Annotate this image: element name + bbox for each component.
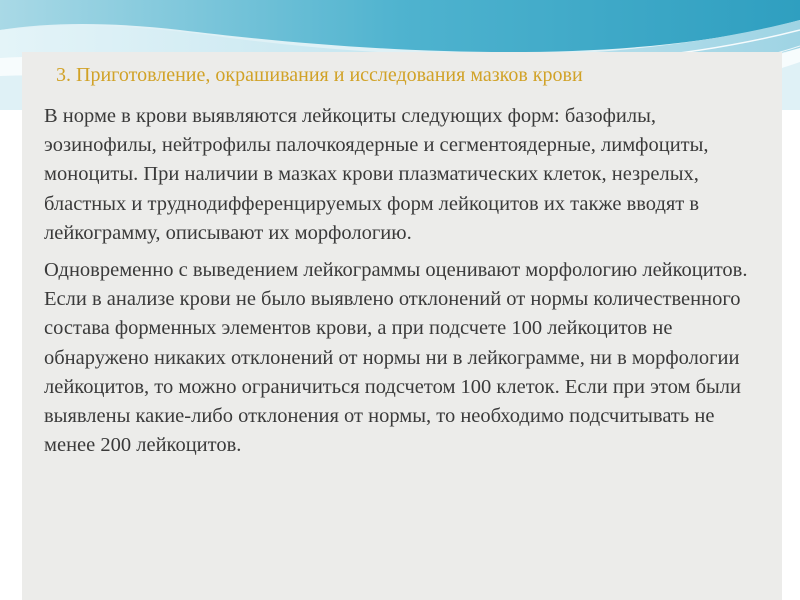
content-panel <box>22 52 782 600</box>
paragraph-leukocyte-forms: В норме в крови выявляются лейкоциты следующих форм: базофилы, эозинофилы, нейтрофилы палочкоядерные и сегментоядерные, лимфоциты, моноциты. При наличии в мазках крови плазматических клеток, незрелых, бластных и труднодифференцируемых форм лейкоцитов их также вводят в лейкограмму, описывают их морфологию. <box>44 105 709 244</box>
paragraph-leukocyte-morphology: Одновременно с выведением лейкограммы оценивают морфологию лейкоцитов. Если в анализе крови не было выявлено отклонений от нормы количественного состава форменных элементов крови, а при подсчете 100 лейкоцитов не обнаружено никаких отклонений от нормы ни в лейкограмме, ни в морфологии лейкоцитов, то можно ограничиться подсчетом 100 клеток. Если при этом были выявлены какие-либо отклонения от нормы, то необходимо подсчитывать не менее 200 лейкоцитов. <box>44 259 748 457</box>
slide-title: 3. Приготовление, окрашивания и исследования мазков крови <box>56 64 583 86</box>
